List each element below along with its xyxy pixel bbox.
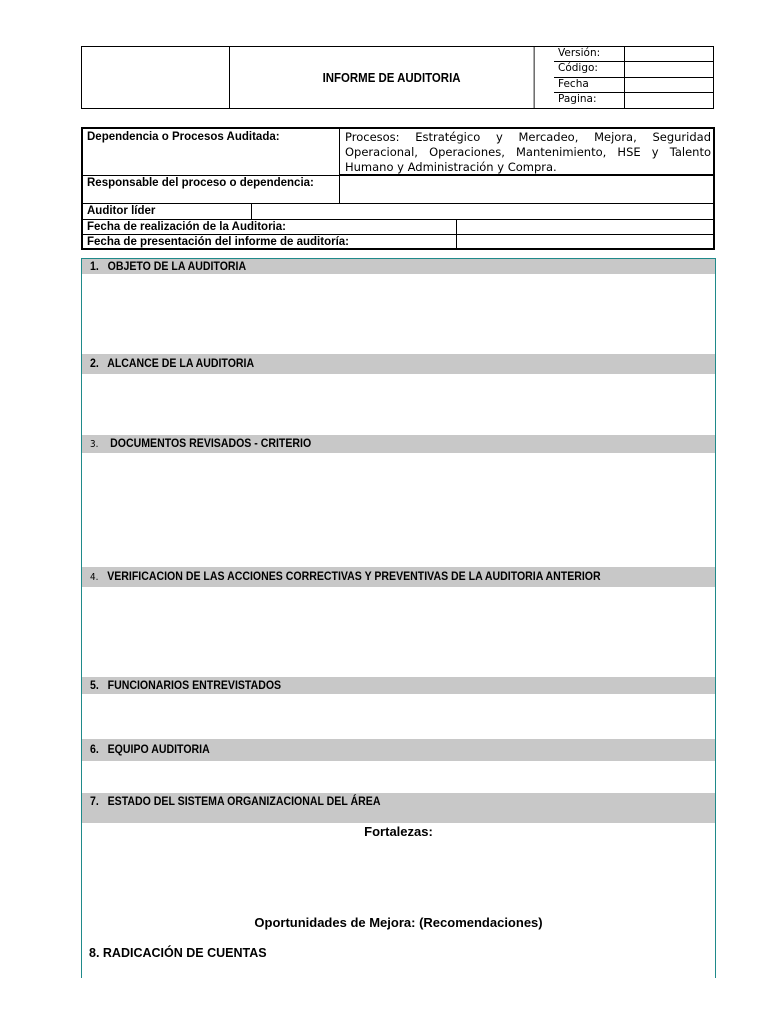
meta-label-version: Versión: bbox=[558, 47, 601, 59]
section-4-content[interactable] bbox=[82, 587, 715, 677]
fortalezas-heading: Fortalezas: bbox=[364, 824, 433, 839]
dependencia-label: Dependencia o Procesos Auditada: bbox=[87, 131, 280, 143]
fecha-realizacion-label: Fecha de realización de la Auditoria: bbox=[87, 221, 286, 233]
fecha-presentacion-value[interactable] bbox=[457, 235, 713, 248]
section-1-header bbox=[82, 259, 715, 274]
logo-cell bbox=[82, 47, 230, 108]
section-2-number: 2. bbox=[90, 356, 99, 370]
section-6-header bbox=[82, 739, 715, 761]
meta-value-pagina[interactable] bbox=[624, 93, 714, 108]
section-3-content[interactable] bbox=[82, 453, 715, 567]
responsable-value[interactable] bbox=[340, 176, 713, 203]
section-6-title: EQUIPO AUDITORIA bbox=[107, 742, 210, 756]
report-body bbox=[81, 258, 716, 978]
oportunidades-heading: Oportunidades de Mejora: (Recomendaciones) bbox=[254, 915, 543, 930]
section-2-title: ALCANCE DE LA AUDITORIA bbox=[107, 356, 255, 370]
document-header bbox=[81, 46, 714, 109]
section-6-number: 6. bbox=[90, 742, 99, 756]
fecha-realizacion-value[interactable] bbox=[457, 220, 713, 234]
section-4-title: VERIFICACION DE LAS ACCIONES CORRECTIVAS Y PREVENTIVAS DE LA AUDITORIA ANTERIOR bbox=[107, 569, 601, 583]
audit-info-table bbox=[81, 127, 715, 250]
section-5-title: FUNCIONARIOS ENTREVISTADOS bbox=[107, 678, 282, 692]
auditor-label: Auditor líder bbox=[87, 205, 156, 217]
section-3-title: DOCUMENTOS REVISADOS - CRITERIO bbox=[110, 436, 312, 450]
section-1-content[interactable] bbox=[82, 274, 715, 354]
responsable-label: Responsable del proceso o dependencia: bbox=[87, 177, 314, 189]
section-1-number: 1. bbox=[90, 259, 99, 273]
document-title: INFORME DE AUDITORIA bbox=[249, 47, 534, 108]
radicacion-heading: 8. RADICACIÓN DE CUENTAS bbox=[89, 946, 267, 960]
section-4-number: 4. bbox=[90, 572, 99, 583]
meta-label-codigo: Código: bbox=[558, 62, 598, 75]
fortalezas-content[interactable] bbox=[82, 841, 715, 911]
meta-value-version[interactable] bbox=[624, 47, 714, 61]
section-7-title: ESTADO DEL SISTEMA ORGANIZACIONAL DEL ÁREA bbox=[107, 794, 381, 808]
section-5-number: 5. bbox=[90, 678, 99, 692]
section-5-content[interactable] bbox=[82, 694, 715, 739]
section-4-header bbox=[82, 567, 715, 587]
meta-row-version bbox=[554, 47, 713, 62]
section-2-header bbox=[82, 354, 715, 374]
meta-row-fecha bbox=[554, 78, 713, 93]
section-3-header bbox=[82, 435, 715, 453]
meta-label-pagina: Pagina: bbox=[558, 92, 597, 105]
section-7-number: 7. bbox=[90, 794, 99, 808]
dependencia-value[interactable]: Procesos: Estratégico y Mercadeo, Mejora, Seguridad Operacional, Operaciones, Mantenimiento, HSE y Talento Humano y Administración y Compra. bbox=[345, 130, 711, 174]
section-6-content[interactable] bbox=[82, 761, 715, 793]
fecha-presentacion-label: Fecha de presentación del informe de auditoría: bbox=[87, 236, 350, 248]
auditor-value[interactable] bbox=[252, 204, 713, 219]
section-3-number: 3. bbox=[90, 439, 99, 450]
section-1-title: OBJETO DE LA AUDITORIA bbox=[107, 259, 247, 273]
section-2-content[interactable] bbox=[82, 374, 715, 435]
meta-row-pagina bbox=[554, 93, 713, 108]
meta-value-codigo[interactable] bbox=[624, 62, 714, 76]
section-7-header bbox=[82, 793, 715, 823]
section-5-header bbox=[82, 677, 715, 694]
meta-row-codigo bbox=[554, 62, 713, 77]
meta-label-fecha: Fecha bbox=[558, 77, 589, 90]
meta-value-fecha[interactable] bbox=[624, 78, 714, 92]
